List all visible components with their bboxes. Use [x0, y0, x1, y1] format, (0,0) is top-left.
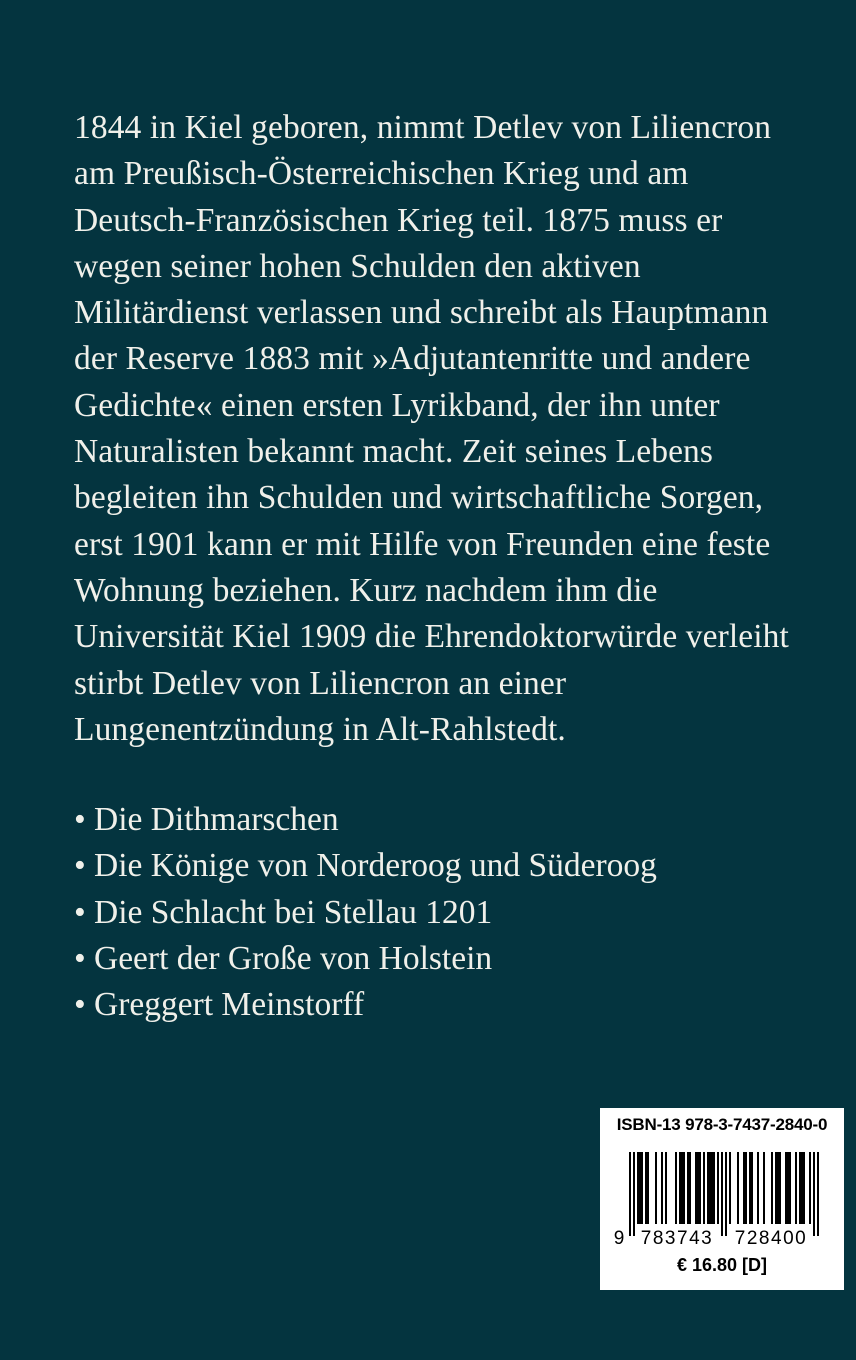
barcode-bar: [817, 1152, 819, 1236]
barcode-bar: [729, 1152, 731, 1224]
bullet-icon: •: [74, 986, 86, 1024]
barcode-bar: [801, 1152, 803, 1224]
barcode-bar: [637, 1152, 639, 1224]
barcode-bars: [629, 1152, 819, 1236]
barcode-bar: [703, 1152, 705, 1224]
barcode-bar: [629, 1152, 631, 1236]
barcode-bar: [679, 1152, 681, 1224]
biography-line: stirbt Detlev von Liliencron an einer: [74, 664, 567, 702]
isbn-label: ISBN-13 978-3-7437-2840-0: [616, 1115, 828, 1134]
barcode-bar: [799, 1152, 801, 1224]
barcode-bar: [787, 1152, 789, 1224]
work-list-item: [74, 890, 657, 936]
barcode-image: [613, 1152, 831, 1248]
barcode-bar: [737, 1152, 739, 1224]
bullet-icon: •: [74, 939, 86, 977]
barcode-bar: [763, 1152, 765, 1224]
biography-line: Gedichte« einen ersten Lyrikband, der ihn unter: [74, 386, 720, 424]
work-title: Die Schlacht bei Stellau 1201: [94, 893, 493, 931]
work-title: Geert der Große von Holstein: [94, 939, 493, 977]
biography-line: Militärdienst verlassen und schreibt als Hauptmann: [74, 294, 769, 332]
work-list-item: [74, 982, 657, 1028]
barcode-bar: [661, 1152, 663, 1224]
barcode-bar: [707, 1152, 709, 1224]
barcode-bar: [641, 1152, 643, 1224]
barcode-bar: [681, 1152, 683, 1224]
biography-line: wegen seiner hohen Schulden den aktiven: [74, 247, 641, 285]
barcode-bar: [699, 1152, 701, 1224]
work-list-item: [74, 843, 657, 889]
barcode-bar: [779, 1152, 781, 1224]
barcode-bar: [675, 1152, 677, 1224]
barcode-bar: [647, 1152, 649, 1224]
biography-line: begleiten ihn Schulden und wirtschaftliche Sorgen,: [74, 479, 764, 517]
work-list-item: [74, 797, 657, 843]
barcode-bar: [745, 1152, 747, 1224]
works-list: [74, 797, 657, 1028]
biography-line: Naturalisten bekannt macht. Zeit seines Lebens: [74, 433, 714, 471]
isbn-barcode-box: [600, 1108, 844, 1290]
barcode-bar: [683, 1152, 685, 1224]
barcode-bar: [789, 1152, 791, 1224]
biography-line: Universität Kiel 1909 die Ehrendoktorwürde verleiht: [74, 618, 789, 656]
barcode-bar: [645, 1152, 647, 1224]
barcode-bar: [813, 1152, 815, 1236]
bullet-icon: •: [74, 801, 86, 838]
barcode-bar: [775, 1152, 777, 1224]
biography-line: der Reserve 1883 mit »Adjutantenritte und andere: [74, 340, 751, 378]
barcode-digits-right: 728400: [734, 1228, 808, 1248]
work-title: Greggert Meinstorff: [94, 986, 365, 1024]
biography-line: Lungenentzündung in Alt-Rahlstedt.: [74, 710, 566, 748]
biography-line: 1844 in Kiel geboren, nimmt Detlev von Liliencron: [74, 109, 772, 146]
biography-line: am Preußisch-Österreichischen Krieg und am: [74, 155, 689, 193]
barcode-bar: [633, 1152, 635, 1236]
barcode-bar: [751, 1152, 753, 1224]
biography-line: Deutsch-Französischen Krieg teil. 1875 muss er: [74, 201, 723, 239]
barcode-bar: [713, 1152, 715, 1224]
barcode-bar: [725, 1152, 727, 1236]
barcode-bar: [743, 1152, 745, 1224]
barcode-bar: [687, 1152, 689, 1224]
barcode-bar: [777, 1152, 779, 1224]
barcode-bar: [709, 1152, 711, 1224]
barcode-bar: [665, 1152, 667, 1224]
barcode-digit-first: 9: [613, 1228, 625, 1248]
work-title: Die Dithmarschen: [94, 801, 339, 838]
price-label: € 16.80 [D]: [676, 1255, 768, 1275]
biography-line: Wohnung beziehen. Kurz nachdem ihm die: [74, 571, 658, 609]
barcode-bar: [809, 1152, 811, 1224]
barcode-bar: [655, 1152, 657, 1224]
barcode-digits-left: 783743: [640, 1228, 714, 1248]
barcode-bar: [803, 1152, 805, 1224]
barcode-bar: [757, 1152, 759, 1224]
barcode-bar: [749, 1152, 751, 1224]
biography-line: erst 1901 kann er mit Hilfe von Freunden eine feste: [74, 525, 771, 563]
work-list-item: [74, 936, 657, 982]
barcode-bar: [689, 1152, 691, 1224]
barcode-bar: [639, 1152, 641, 1224]
barcode-bar: [717, 1152, 719, 1224]
bullet-icon: •: [74, 847, 86, 885]
barcode-bar: [795, 1152, 797, 1224]
biography-text: [74, 105, 834, 753]
barcode-bar: [697, 1152, 699, 1224]
barcode-bar: [785, 1152, 787, 1224]
barcode-bar: [721, 1152, 723, 1236]
barcode-bar: [695, 1152, 697, 1224]
bullet-icon: •: [74, 893, 86, 931]
barcode-bar: [771, 1152, 773, 1224]
work-title: Die Könige von Norderoog und Süderoog: [94, 847, 657, 885]
barcode-bar: [711, 1152, 713, 1224]
